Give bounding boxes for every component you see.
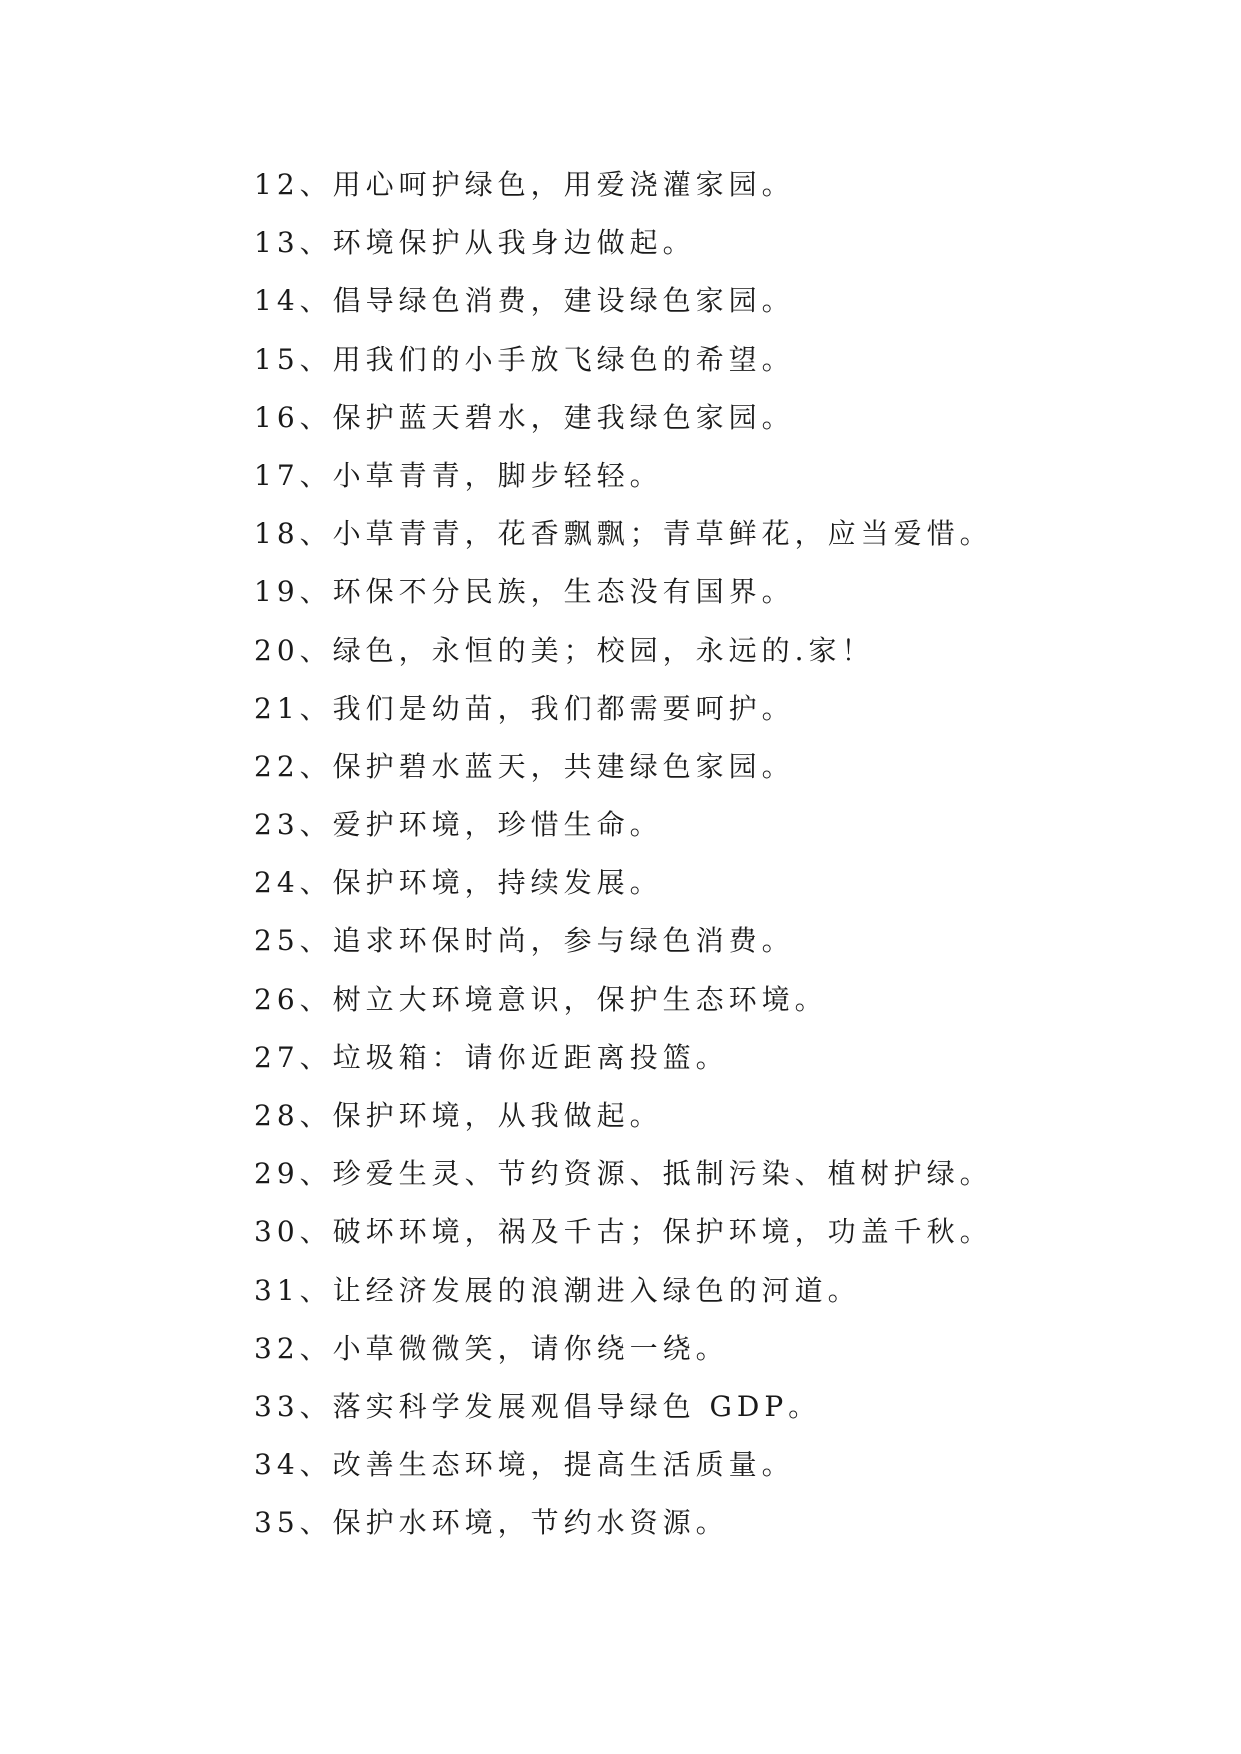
list-item: 24、保护环境，持续发展。 xyxy=(254,866,663,900)
list-item: 35、保护水环境，节约水资源。 xyxy=(254,1506,729,1540)
list-item: 17、小草青青，脚步轻轻。 xyxy=(254,458,663,492)
list-item: 21、我们是幼苗，我们都需要呵护。 xyxy=(254,691,795,725)
list-item: 20、绿色，永恒的美；校园，永远的.家！ xyxy=(254,633,875,667)
list-item: 16、保护蓝天碧水，建我绿色家园。 xyxy=(254,400,795,434)
list-item: 26、树立大环境意识，保护生态环境。 xyxy=(254,982,828,1016)
list-item: 30、破坏环境，祸及千古；保护环境，功盖千秋。 xyxy=(254,1215,993,1249)
list-item: 32、小草微微笑，请你绕一绕。 xyxy=(254,1331,729,1365)
list-item: 31、让经济发展的浪潮进入绿色的河道。 xyxy=(254,1273,861,1307)
list-item: 27、垃圾箱：请你近距离投篮。 xyxy=(254,1040,729,1074)
list-item: 22、保护碧水蓝天，共建绿色家园。 xyxy=(254,749,795,783)
list-item: 14、倡导绿色消费，建设绿色家园。 xyxy=(254,284,795,318)
list-item: 23、爱护环境，珍惜生命。 xyxy=(254,808,663,842)
list-item: 15、用我们的小手放飞绿色的希望。 xyxy=(254,342,795,376)
list-item: 33、落实科学发展观倡导绿色 GDP。 xyxy=(254,1389,822,1423)
slogan-list xyxy=(254,156,1214,1553)
list-item: 29、珍爱生灵、节约资源、抵制污染、植树护绿。 xyxy=(254,1157,993,1191)
list-item: 18、小草青青，花香飘飘；青草鲜花，应当爱惜。 xyxy=(254,517,993,551)
list-item: 25、追求环保时尚，参与绿色消费。 xyxy=(254,924,795,958)
list-item: 34、改善生态环境，提高生活质量。 xyxy=(254,1448,795,1482)
list-item: 19、环保不分民族，生态没有国界。 xyxy=(254,575,795,609)
list-item: 28、保护环境，从我做起。 xyxy=(254,1099,663,1132)
list-item: 13、环境保护从我身边做起。 xyxy=(254,226,696,260)
list-item: 12、用心呵护绿色，用爱浇灌家园。 xyxy=(254,168,795,201)
